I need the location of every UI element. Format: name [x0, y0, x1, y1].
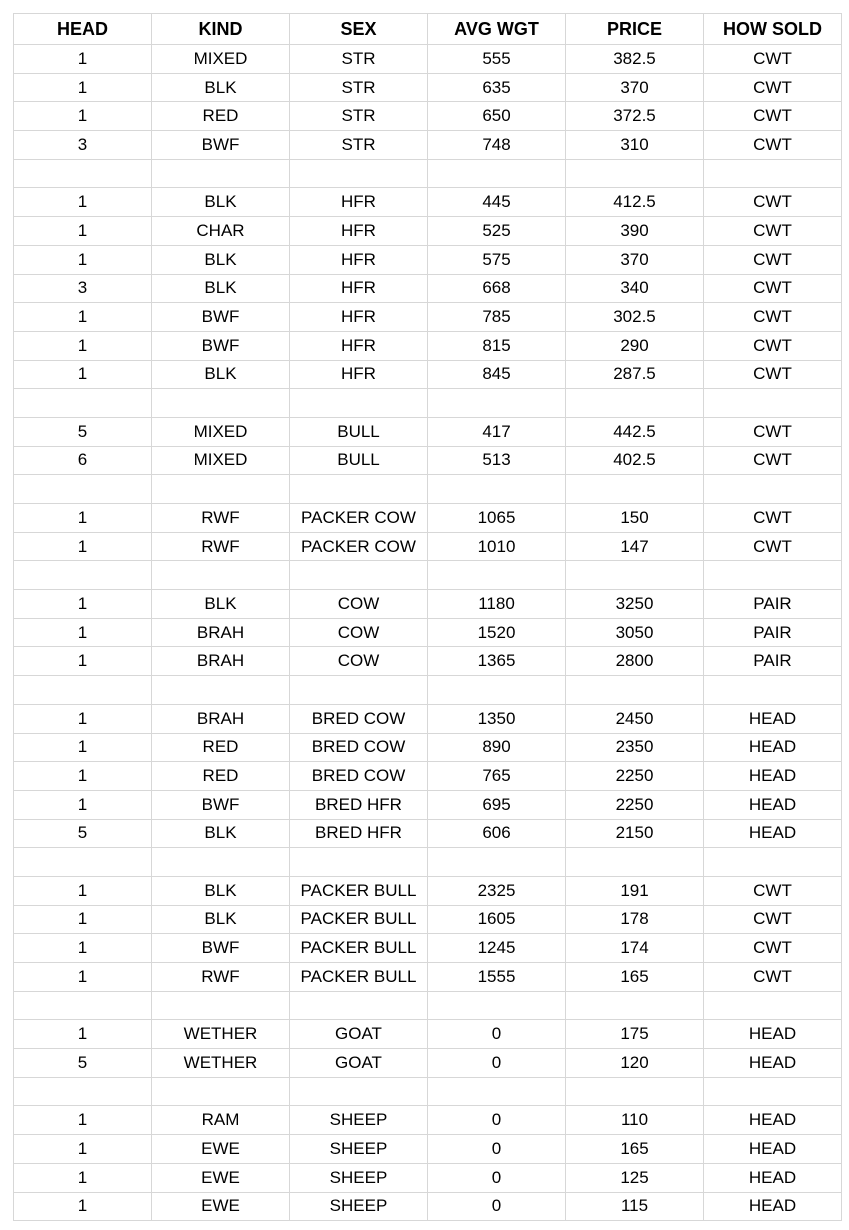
column-header-how-sold: HOW SOLD	[704, 14, 842, 45]
avg-wgt-cell: 0	[428, 1192, 566, 1221]
avg-wgt-cell: 1520	[428, 618, 566, 647]
sex-cell	[290, 1077, 428, 1106]
head-cell: 1	[14, 245, 152, 274]
table-header	[14, 14, 842, 45]
price-cell: 2250	[566, 790, 704, 819]
head-cell: 1	[14, 217, 152, 246]
head-cell	[14, 475, 152, 504]
sex-cell	[290, 389, 428, 418]
table-row	[14, 303, 842, 332]
head-cell	[14, 1077, 152, 1106]
avg-wgt-cell: 0	[428, 1049, 566, 1078]
price-cell: 3050	[566, 618, 704, 647]
table-row	[14, 131, 842, 160]
sex-cell: SHEEP	[290, 1192, 428, 1221]
head-cell: 1	[14, 73, 152, 102]
price-cell: 390	[566, 217, 704, 246]
sex-cell	[290, 561, 428, 590]
price-cell: 165	[566, 963, 704, 992]
sex-cell: PACKER BULL	[290, 963, 428, 992]
kind-cell: BWF	[152, 131, 290, 160]
sex-cell: HFR	[290, 188, 428, 217]
sex-cell: COW	[290, 647, 428, 676]
avg-wgt-cell: 513	[428, 446, 566, 475]
table-row	[14, 1192, 842, 1221]
how-sold-cell: CWT	[704, 45, 842, 74]
how-sold-cell: CWT	[704, 245, 842, 274]
kind-cell: EWE	[152, 1192, 290, 1221]
price-cell: 290	[566, 331, 704, 360]
price-cell: 2350	[566, 733, 704, 762]
how-sold-cell: HEAD	[704, 819, 842, 848]
how-sold-cell	[704, 561, 842, 590]
avg-wgt-cell: 650	[428, 102, 566, 131]
avg-wgt-cell: 845	[428, 360, 566, 389]
how-sold-cell: HEAD	[704, 1049, 842, 1078]
sex-cell: HFR	[290, 360, 428, 389]
avg-wgt-cell	[428, 561, 566, 590]
avg-wgt-cell: 0	[428, 1135, 566, 1164]
price-cell: 191	[566, 876, 704, 905]
how-sold-cell: HEAD	[704, 1020, 842, 1049]
price-cell: 147	[566, 532, 704, 561]
spacer-row	[14, 991, 842, 1020]
spacer-row	[14, 475, 842, 504]
table-row	[14, 876, 842, 905]
head-cell	[14, 848, 152, 877]
head-cell: 1	[14, 790, 152, 819]
sex-cell: BRED COW	[290, 733, 428, 762]
price-cell	[566, 676, 704, 705]
sex-cell	[290, 475, 428, 504]
avg-wgt-cell: 1555	[428, 963, 566, 992]
how-sold-cell: CWT	[704, 905, 842, 934]
sale-results-table	[13, 13, 842, 1221]
avg-wgt-cell: 1365	[428, 647, 566, 676]
how-sold-cell: CWT	[704, 963, 842, 992]
spacer-row	[14, 676, 842, 705]
how-sold-cell	[704, 475, 842, 504]
column-header-sex: SEX	[290, 14, 428, 45]
avg-wgt-cell	[428, 848, 566, 877]
kind-cell: BLK	[152, 905, 290, 934]
price-cell: 370	[566, 73, 704, 102]
table-row	[14, 274, 842, 303]
kind-cell	[152, 1077, 290, 1106]
price-cell: 115	[566, 1192, 704, 1221]
table-row	[14, 102, 842, 131]
how-sold-cell: CWT	[704, 360, 842, 389]
kind-cell: EWE	[152, 1163, 290, 1192]
head-cell: 1	[14, 905, 152, 934]
sex-cell: STR	[290, 73, 428, 102]
kind-cell	[152, 676, 290, 705]
sex-cell: HFR	[290, 217, 428, 246]
sex-cell	[290, 159, 428, 188]
head-cell: 3	[14, 274, 152, 303]
price-cell: 402.5	[566, 446, 704, 475]
avg-wgt-cell: 635	[428, 73, 566, 102]
head-cell: 3	[14, 131, 152, 160]
avg-wgt-cell	[428, 1077, 566, 1106]
price-cell: 310	[566, 131, 704, 160]
head-cell	[14, 389, 152, 418]
avg-wgt-cell	[428, 991, 566, 1020]
price-cell: 165	[566, 1135, 704, 1164]
price-cell: 372.5	[566, 102, 704, 131]
table-row	[14, 360, 842, 389]
sex-cell	[290, 991, 428, 1020]
table-row	[14, 934, 842, 963]
sex-cell	[290, 848, 428, 877]
price-cell: 412.5	[566, 188, 704, 217]
table-row	[14, 590, 842, 619]
table-row	[14, 733, 842, 762]
how-sold-cell	[704, 991, 842, 1020]
sex-cell: COW	[290, 590, 428, 619]
kind-cell: BRAH	[152, 647, 290, 676]
head-cell: 1	[14, 504, 152, 533]
table-row	[14, 532, 842, 561]
avg-wgt-cell: 0	[428, 1020, 566, 1049]
head-cell: 1	[14, 1192, 152, 1221]
sex-cell: PACKER BULL	[290, 905, 428, 934]
avg-wgt-cell	[428, 389, 566, 418]
price-cell: 125	[566, 1163, 704, 1192]
kind-cell: RED	[152, 733, 290, 762]
avg-wgt-cell: 785	[428, 303, 566, 332]
sex-cell: PACKER COW	[290, 504, 428, 533]
kind-cell: BLK	[152, 360, 290, 389]
price-cell: 382.5	[566, 45, 704, 74]
kind-cell: EWE	[152, 1135, 290, 1164]
table-row	[14, 762, 842, 791]
how-sold-cell: HEAD	[704, 704, 842, 733]
head-cell: 1	[14, 1135, 152, 1164]
kind-cell: BLK	[152, 274, 290, 303]
kind-cell: RWF	[152, 963, 290, 992]
head-cell: 1	[14, 647, 152, 676]
how-sold-cell: HEAD	[704, 1192, 842, 1221]
how-sold-cell: CWT	[704, 446, 842, 475]
table-row	[14, 217, 842, 246]
how-sold-cell: CWT	[704, 217, 842, 246]
price-cell	[566, 475, 704, 504]
table-row	[14, 1106, 842, 1135]
header-row	[14, 14, 842, 45]
sex-cell: BULL	[290, 417, 428, 446]
avg-wgt-cell: 695	[428, 790, 566, 819]
how-sold-cell: HEAD	[704, 1163, 842, 1192]
avg-wgt-cell: 1180	[428, 590, 566, 619]
sex-cell: BULL	[290, 446, 428, 475]
head-cell: 1	[14, 934, 152, 963]
kind-cell: BRAH	[152, 704, 290, 733]
kind-cell: BLK	[152, 188, 290, 217]
avg-wgt-cell: 2325	[428, 876, 566, 905]
sex-cell: HFR	[290, 303, 428, 332]
sex-cell: COW	[290, 618, 428, 647]
how-sold-cell: HEAD	[704, 1106, 842, 1135]
head-cell: 1	[14, 331, 152, 360]
table-row	[14, 331, 842, 360]
how-sold-cell: HEAD	[704, 790, 842, 819]
head-cell	[14, 991, 152, 1020]
price-cell: 340	[566, 274, 704, 303]
kind-cell: WETHER	[152, 1020, 290, 1049]
price-cell: 110	[566, 1106, 704, 1135]
price-cell	[566, 389, 704, 418]
head-cell: 5	[14, 1049, 152, 1078]
price-cell: 150	[566, 504, 704, 533]
how-sold-cell: PAIR	[704, 647, 842, 676]
kind-cell	[152, 475, 290, 504]
table-row	[14, 790, 842, 819]
avg-wgt-cell: 417	[428, 417, 566, 446]
how-sold-cell	[704, 1077, 842, 1106]
avg-wgt-cell: 1350	[428, 704, 566, 733]
sex-cell: GOAT	[290, 1049, 428, 1078]
head-cell: 1	[14, 704, 152, 733]
price-cell	[566, 848, 704, 877]
kind-cell: MIXED	[152, 45, 290, 74]
how-sold-cell: CWT	[704, 504, 842, 533]
avg-wgt-cell: 0	[428, 1163, 566, 1192]
price-cell: 120	[566, 1049, 704, 1078]
price-cell: 370	[566, 245, 704, 274]
head-cell: 1	[14, 188, 152, 217]
head-cell: 1	[14, 1106, 152, 1135]
sex-cell: BRED HFR	[290, 790, 428, 819]
how-sold-cell	[704, 848, 842, 877]
how-sold-cell: CWT	[704, 331, 842, 360]
kind-cell: BLK	[152, 876, 290, 905]
column-header-avg-wgt: AVG WGT	[428, 14, 566, 45]
avg-wgt-cell: 815	[428, 331, 566, 360]
avg-wgt-cell: 1605	[428, 905, 566, 934]
how-sold-cell: CWT	[704, 417, 842, 446]
kind-cell: RWF	[152, 532, 290, 561]
kind-cell: BLK	[152, 590, 290, 619]
head-cell: 1	[14, 618, 152, 647]
head-cell: 1	[14, 590, 152, 619]
sex-cell: SHEEP	[290, 1106, 428, 1135]
head-cell: 1	[14, 876, 152, 905]
price-cell: 3250	[566, 590, 704, 619]
sex-cell: PACKER BULL	[290, 934, 428, 963]
column-header-kind: KIND	[152, 14, 290, 45]
sex-cell: HFR	[290, 331, 428, 360]
head-cell: 1	[14, 733, 152, 762]
how-sold-cell	[704, 676, 842, 705]
spacer-row	[14, 1077, 842, 1106]
how-sold-cell: HEAD	[704, 733, 842, 762]
avg-wgt-cell: 606	[428, 819, 566, 848]
spacer-row	[14, 848, 842, 877]
avg-wgt-cell	[428, 676, 566, 705]
table-row	[14, 245, 842, 274]
price-cell: 2250	[566, 762, 704, 791]
price-cell: 175	[566, 1020, 704, 1049]
how-sold-cell: CWT	[704, 876, 842, 905]
head-cell	[14, 676, 152, 705]
sex-cell: BRED COW	[290, 704, 428, 733]
kind-cell: BWF	[152, 331, 290, 360]
how-sold-cell: CWT	[704, 188, 842, 217]
table-row	[14, 446, 842, 475]
price-cell	[566, 159, 704, 188]
avg-wgt-cell: 445	[428, 188, 566, 217]
kind-cell	[152, 848, 290, 877]
kind-cell: RED	[152, 762, 290, 791]
avg-wgt-cell: 668	[428, 274, 566, 303]
price-cell: 178	[566, 905, 704, 934]
price-cell: 2800	[566, 647, 704, 676]
how-sold-cell: CWT	[704, 532, 842, 561]
price-cell: 174	[566, 934, 704, 963]
kind-cell: MIXED	[152, 417, 290, 446]
head-cell: 1	[14, 1163, 152, 1192]
price-cell: 287.5	[566, 360, 704, 389]
head-cell: 1	[14, 532, 152, 561]
column-header-price: PRICE	[566, 14, 704, 45]
how-sold-cell: HEAD	[704, 1135, 842, 1164]
price-cell: 2450	[566, 704, 704, 733]
sex-cell: HFR	[290, 274, 428, 303]
sex-cell	[290, 676, 428, 705]
table-row	[14, 73, 842, 102]
avg-wgt-cell: 525	[428, 217, 566, 246]
kind-cell: BLK	[152, 819, 290, 848]
how-sold-cell: CWT	[704, 934, 842, 963]
table-row	[14, 417, 842, 446]
avg-wgt-cell	[428, 159, 566, 188]
how-sold-cell: CWT	[704, 102, 842, 131]
sex-cell: STR	[290, 45, 428, 74]
price-cell	[566, 561, 704, 590]
spacer-row	[14, 561, 842, 590]
head-cell: 5	[14, 417, 152, 446]
table-row	[14, 618, 842, 647]
head-cell: 1	[14, 963, 152, 992]
avg-wgt-cell: 1065	[428, 504, 566, 533]
head-cell: 6	[14, 446, 152, 475]
table-row	[14, 704, 842, 733]
price-cell: 442.5	[566, 417, 704, 446]
sex-cell: GOAT	[290, 1020, 428, 1049]
sex-cell: STR	[290, 102, 428, 131]
sex-cell: PACKER COW	[290, 532, 428, 561]
how-sold-cell: CWT	[704, 303, 842, 332]
table-row	[14, 504, 842, 533]
kind-cell: BWF	[152, 303, 290, 332]
kind-cell: BWF	[152, 790, 290, 819]
kind-cell: BLK	[152, 245, 290, 274]
how-sold-cell: CWT	[704, 131, 842, 160]
kind-cell: BWF	[152, 934, 290, 963]
spacer-row	[14, 159, 842, 188]
table-row	[14, 905, 842, 934]
price-cell: 302.5	[566, 303, 704, 332]
kind-cell: RAM	[152, 1106, 290, 1135]
kind-cell: RWF	[152, 504, 290, 533]
table-row	[14, 647, 842, 676]
head-cell: 1	[14, 45, 152, 74]
table-row	[14, 1163, 842, 1192]
table-row	[14, 963, 842, 992]
how-sold-cell	[704, 389, 842, 418]
head-cell: 1	[14, 360, 152, 389]
avg-wgt-cell: 748	[428, 131, 566, 160]
table-row	[14, 1135, 842, 1164]
price-cell: 2150	[566, 819, 704, 848]
price-cell	[566, 1077, 704, 1106]
sex-cell: SHEEP	[290, 1163, 428, 1192]
column-header-head: HEAD	[14, 14, 152, 45]
head-cell	[14, 561, 152, 590]
how-sold-cell: PAIR	[704, 590, 842, 619]
sex-cell: PACKER BULL	[290, 876, 428, 905]
sex-cell: STR	[290, 131, 428, 160]
head-cell: 1	[14, 1020, 152, 1049]
how-sold-cell: CWT	[704, 274, 842, 303]
how-sold-cell: HEAD	[704, 762, 842, 791]
head-cell: 1	[14, 102, 152, 131]
table-row	[14, 188, 842, 217]
avg-wgt-cell: 1245	[428, 934, 566, 963]
spacer-row	[14, 389, 842, 418]
avg-wgt-cell: 0	[428, 1106, 566, 1135]
avg-wgt-cell: 890	[428, 733, 566, 762]
kind-cell: MIXED	[152, 446, 290, 475]
how-sold-cell: CWT	[704, 73, 842, 102]
avg-wgt-cell: 765	[428, 762, 566, 791]
head-cell	[14, 159, 152, 188]
sex-cell: BRED HFR	[290, 819, 428, 848]
table-body	[14, 45, 842, 1221]
sex-cell: BRED COW	[290, 762, 428, 791]
kind-cell: BLK	[152, 73, 290, 102]
table-row	[14, 819, 842, 848]
kind-cell	[152, 389, 290, 418]
avg-wgt-cell: 575	[428, 245, 566, 274]
table-row	[14, 45, 842, 74]
kind-cell: CHAR	[152, 217, 290, 246]
head-cell: 1	[14, 303, 152, 332]
kind-cell: WETHER	[152, 1049, 290, 1078]
avg-wgt-cell: 1010	[428, 532, 566, 561]
kind-cell: RED	[152, 102, 290, 131]
kind-cell	[152, 159, 290, 188]
avg-wgt-cell: 555	[428, 45, 566, 74]
kind-cell	[152, 561, 290, 590]
how-sold-cell: PAIR	[704, 618, 842, 647]
table-row	[14, 1049, 842, 1078]
sex-cell: HFR	[290, 245, 428, 274]
kind-cell	[152, 991, 290, 1020]
head-cell: 5	[14, 819, 152, 848]
how-sold-cell	[704, 159, 842, 188]
kind-cell: BRAH	[152, 618, 290, 647]
table-row	[14, 1020, 842, 1049]
sex-cell: SHEEP	[290, 1135, 428, 1164]
price-cell	[566, 991, 704, 1020]
head-cell: 1	[14, 762, 152, 791]
avg-wgt-cell	[428, 475, 566, 504]
